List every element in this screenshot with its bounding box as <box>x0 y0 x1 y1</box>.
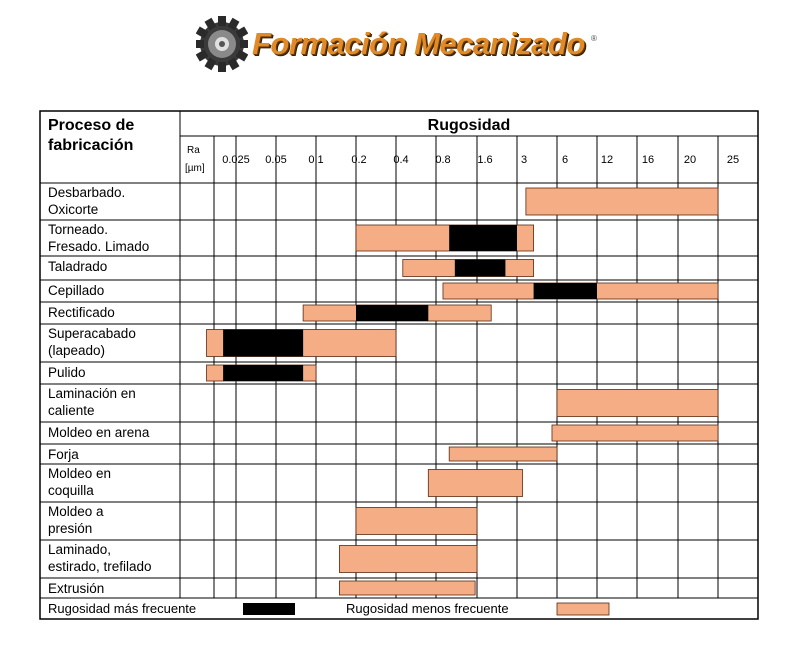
tick-label: 16 <box>641 154 655 166</box>
bar-frequent <box>223 330 303 357</box>
tick-label: 0.8 <box>435 154 451 166</box>
tick-label: 0.025 <box>222 154 250 166</box>
process-label: Laminación en <box>48 386 136 401</box>
tick-label: 20 <box>683 154 697 166</box>
bar-less-frequent <box>552 425 718 441</box>
process-label: Cepillado <box>48 283 105 298</box>
process-label: Moldeo a <box>48 504 104 519</box>
brand-name: Formación Mecanizado <box>252 26 585 61</box>
process-label: presión <box>48 521 93 536</box>
bar-less-frequent <box>339 581 475 595</box>
unit-label: [µm] <box>185 163 205 174</box>
header-process-label: fabricación <box>48 137 134 154</box>
header-process-label: Proceso de <box>48 117 135 134</box>
tick-label: 12 <box>600 154 614 166</box>
unit-label: Ra <box>187 145 200 156</box>
bar-frequent <box>356 305 428 321</box>
process-label: Torneado. <box>48 222 109 237</box>
bar-frequent <box>223 365 303 381</box>
process-label: Forja <box>48 447 79 462</box>
bar-less-frequent <box>449 447 557 461</box>
bar-less-frequent <box>428 470 522 497</box>
bar-less-frequent <box>526 188 718 215</box>
bar-less-frequent <box>557 390 718 417</box>
tick-label: 1.6 <box>477 154 493 166</box>
process-label: Laminado, <box>48 542 112 557</box>
process-label: Oxicorte <box>48 202 99 217</box>
tick-label: 0.1 <box>308 154 324 166</box>
process-label: coquilla <box>48 483 94 498</box>
process-label: Fresado. Limado <box>48 239 150 254</box>
tick-label: 6 <box>561 154 569 166</box>
process-label: Extrusión <box>48 581 105 596</box>
process-label: Taladrado <box>48 259 108 274</box>
bar-frequent <box>449 225 517 251</box>
legend-label: Rugosidad más frecuente <box>48 601 197 616</box>
legend-label: Rugosidad menos frecuente <box>346 601 509 616</box>
bar-frequent <box>455 260 506 277</box>
process-label: Pulido <box>48 365 86 380</box>
process-label: Moldeo en <box>48 466 112 481</box>
process-label: Moldeo en arena <box>48 425 150 440</box>
tick-label: 25 <box>726 154 740 166</box>
header-roughness-label: Rugosidad <box>427 117 511 134</box>
legend-swatch-frequent <box>243 603 295 615</box>
bar-less-frequent <box>339 546 477 573</box>
process-label: Superacabado <box>48 326 136 341</box>
bar-less-frequent <box>356 508 477 535</box>
tick-label: 0.2 <box>351 154 367 166</box>
process-label: estirado, trefilado <box>48 559 152 574</box>
chart-background <box>40 111 758 619</box>
bar-frequent <box>534 283 597 299</box>
process-label: caliente <box>48 403 95 418</box>
process-label: (lapeado) <box>48 343 106 358</box>
tick-label: 0.4 <box>393 154 409 166</box>
legend-swatch-less-frequent <box>557 603 609 615</box>
registered-mark: ® <box>591 34 597 43</box>
chart-grid <box>40 111 758 619</box>
tick-label: 0.05 <box>265 154 287 166</box>
process-label: Desbarbado. <box>48 185 126 200</box>
process-label: Rectificado <box>48 305 115 320</box>
tick-label: 3 <box>520 154 528 166</box>
